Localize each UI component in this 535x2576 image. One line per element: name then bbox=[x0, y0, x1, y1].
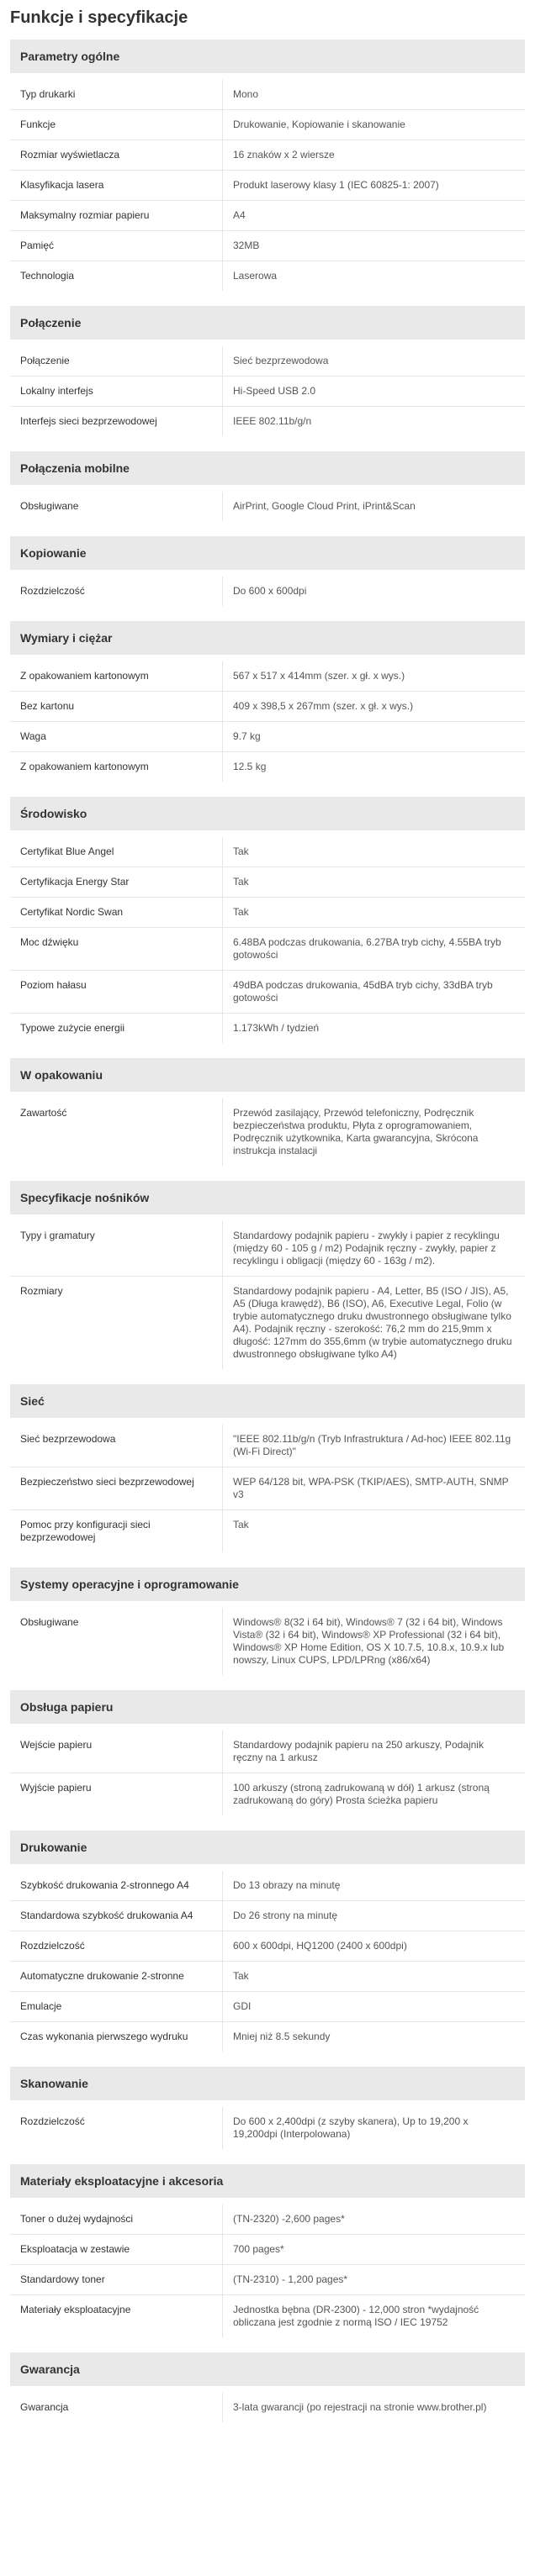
spec-label: Certyfikat Nordic Swan bbox=[20, 906, 124, 918]
spec-value: WEP 64/128 bit, WPA-PSK (TKIP/AES), SMTP-AUTH, SNMP v3 bbox=[222, 1467, 525, 1509]
spec-label: Gwarancja bbox=[20, 2401, 69, 2413]
spec-value: Przewód zasilający, Przewód telefoniczny, Podręcznik bezpieczeństwa produktu, Płyta z oprogramowaniem, Podręcznik użytkownika, Karta gwarancyjna, Skrócona instrukcja instalacji bbox=[222, 1098, 525, 1166]
spec-value: AirPrint, Google Cloud Print, iPrint&Scan bbox=[222, 492, 525, 521]
spec-section bbox=[0, 2352, 535, 2422]
spec-label: Klasyfikacja lasera bbox=[20, 179, 104, 191]
spec-row bbox=[10, 1098, 525, 1166]
spec-row bbox=[10, 2022, 525, 2052]
spec-rows bbox=[10, 80, 525, 291]
spec-label: Rozmiar wyświetlacza bbox=[20, 149, 120, 161]
spec-section bbox=[0, 1690, 535, 1815]
spec-row bbox=[10, 577, 525, 606]
section-header: Specyfikacje nośników bbox=[10, 1181, 525, 1214]
spec-section bbox=[0, 1058, 535, 1166]
spec-row bbox=[10, 2295, 525, 2337]
spec-rows bbox=[10, 2107, 525, 2149]
spec-section bbox=[0, 536, 535, 606]
spec-rows bbox=[10, 661, 525, 782]
spec-value: Mniej niż 8.5 sekundy bbox=[222, 2022, 525, 2052]
spec-label: Rozdzielczość bbox=[20, 1940, 85, 1952]
spec-label: Funkcje bbox=[20, 119, 56, 130]
spec-value: Standardowy podajnik papieru - zwykły i papier z recyklingu (między 60 - 105 g / m2) Podajnik ręczny - zwykły, papier z recyklingu i obligacji (między 60 - 163g / m2). bbox=[222, 1221, 525, 1276]
spec-label: Standardowa szybkość drukowania A4 bbox=[20, 1910, 193, 1921]
section-header: Drukowanie bbox=[10, 1831, 525, 1864]
spec-row bbox=[10, 2107, 525, 2149]
spec-section bbox=[0, 451, 535, 521]
spec-label: Eksploatacja w zestawie bbox=[20, 2243, 130, 2255]
spec-rows bbox=[10, 837, 525, 1043]
section-header: Wymiary i ciężar bbox=[10, 621, 525, 655]
spec-row bbox=[10, 1510, 525, 1552]
spec-label: Obsługiwane bbox=[20, 500, 79, 512]
section-header: Parametry ogólne bbox=[10, 40, 525, 73]
spec-section bbox=[0, 1567, 535, 1675]
spec-label: Wejście papieru bbox=[20, 1739, 93, 1751]
spec-label: Lokalny interfejs bbox=[20, 385, 93, 397]
spec-value: 9.7 kg bbox=[222, 722, 525, 751]
spec-value: Windows® 8(32 i 64 bit), Windows® 7 (32 i 64 bit), Windows Vista® (32 i 64 bit), Windows® XP Professional (32 i 64 bit), Windows® XP Home Edition, OS X 10.7.5, 10.8.x, 10.9.x lub nowszy, Linux CUPS, LPD/LPRng (x86/x64) bbox=[222, 1608, 525, 1675]
spec-rows bbox=[10, 1871, 525, 2052]
spec-label: Technologia bbox=[20, 270, 75, 282]
spec-section bbox=[0, 621, 535, 782]
spec-row bbox=[10, 1277, 525, 1369]
spec-row bbox=[10, 201, 525, 231]
spec-value: 100 arkuszy (stroną zadrukowaną w dół) 1 arkusz (stroną zadrukowaną do góry) Prosta ścieżka papieru bbox=[222, 1773, 525, 1815]
spec-label: Czas wykonania pierwszego wydruku bbox=[20, 2031, 188, 2042]
spec-value: Tak bbox=[222, 898, 525, 927]
spec-row bbox=[10, 1773, 525, 1815]
spec-label: Z opakowaniem kartonowym bbox=[20, 761, 149, 772]
spec-value: 600 x 600dpi, HQ1200 (2400 x 600dpi) bbox=[222, 1931, 525, 1961]
spec-rows bbox=[10, 2205, 525, 2337]
spec-row bbox=[10, 261, 525, 291]
spec-value: Tak bbox=[222, 837, 525, 867]
spec-section bbox=[0, 40, 535, 291]
spec-row bbox=[10, 407, 525, 436]
spec-label: Standardowy toner bbox=[20, 2273, 105, 2285]
spec-value: 16 znaków x 2 wiersze bbox=[222, 140, 525, 170]
spec-value: Do 13 obrazy na minutę bbox=[222, 1871, 525, 1900]
spec-label: Toner o dużej wydajności bbox=[20, 2213, 134, 2225]
spec-label: Typy i gramatury bbox=[20, 1230, 95, 1241]
spec-row bbox=[10, 492, 525, 521]
spec-label: Z opakowaniem kartonowym bbox=[20, 670, 149, 682]
spec-value: GDI bbox=[222, 1992, 525, 2021]
section-header: Połączenia mobilne bbox=[10, 451, 525, 485]
spec-rows bbox=[10, 577, 525, 606]
spec-label: Interfejs sieci bezprzewodowej bbox=[20, 415, 157, 427]
spec-value: 6.48BA podczas drukowania, 6.27BA tryb cichy, 4.55BA tryb gotowości bbox=[222, 928, 525, 970]
spec-label: Rozdzielczość bbox=[20, 2115, 85, 2127]
spec-row bbox=[10, 2205, 525, 2235]
spec-rows bbox=[10, 1425, 525, 1552]
spec-value: Do 600 x 600dpi bbox=[222, 577, 525, 606]
spec-row bbox=[10, 752, 525, 782]
spec-row bbox=[10, 346, 525, 377]
spec-row bbox=[10, 377, 525, 407]
spec-row bbox=[10, 1608, 525, 1675]
spec-label: Emulacje bbox=[20, 2000, 62, 2012]
spec-row bbox=[10, 928, 525, 971]
spec-label: Bez kartonu bbox=[20, 700, 75, 712]
spec-value: 3-lata gwarancji (po rejestracji na stronie www.brother.pl) bbox=[222, 2393, 525, 2422]
spec-value: Tak bbox=[222, 867, 525, 897]
spec-rows bbox=[10, 1608, 525, 1675]
spec-rows bbox=[10, 1731, 525, 1815]
spec-label: Obsługiwane bbox=[20, 1616, 79, 1628]
spec-value: Laserowa bbox=[222, 261, 525, 291]
spec-sections bbox=[0, 40, 535, 2422]
spec-row bbox=[10, 661, 525, 692]
spec-section bbox=[0, 2067, 535, 2149]
spec-value: 12.5 kg bbox=[222, 752, 525, 782]
spec-row bbox=[10, 1962, 525, 1992]
section-header: Skanowanie bbox=[10, 2067, 525, 2100]
spec-value: Tak bbox=[222, 1510, 525, 1552]
spec-value: 49dBA podczas drukowania, 45dBA tryb cichy, 33dBA tryb gotowości bbox=[222, 971, 525, 1013]
spec-rows bbox=[10, 2393, 525, 2422]
spec-section bbox=[0, 306, 535, 436]
spec-label: Rozdzielczość bbox=[20, 585, 85, 597]
spec-row bbox=[10, 867, 525, 898]
spec-label: Połączenie bbox=[20, 355, 70, 366]
spec-value: (TN-2310) - 1,200 pages* bbox=[222, 2265, 525, 2294]
section-header: Sieć bbox=[10, 1384, 525, 1418]
spec-row bbox=[10, 1221, 525, 1277]
spec-rows bbox=[10, 492, 525, 521]
section-header: Środowisko bbox=[10, 797, 525, 830]
spec-label: Certyfikacja Energy Star bbox=[20, 876, 130, 888]
section-header: Systemy operacyjne i oprogramowanie bbox=[10, 1567, 525, 1601]
spec-value: Tak bbox=[222, 1962, 525, 1991]
spec-label: Typ drukarki bbox=[20, 88, 76, 100]
spec-label: Szybkość drukowania 2-stronnego A4 bbox=[20, 1879, 189, 1891]
spec-value: 32MB bbox=[222, 231, 525, 261]
spec-section bbox=[0, 1384, 535, 1552]
spec-value: "IEEE 802.11b/g/n (Tryb Infrastruktura / Ad-hoc) IEEE 802.11g (Wi-Fi Direct)" bbox=[222, 1425, 525, 1467]
spec-row bbox=[10, 898, 525, 928]
spec-label: Sieć bezprzewodowa bbox=[20, 1433, 116, 1445]
spec-value: IEEE 802.11b/g/n bbox=[222, 407, 525, 436]
section-header: Gwarancja bbox=[10, 2352, 525, 2386]
spec-value: Standardowy podajnik papieru na 250 arkuszy, Podajnik ręczny na 1 arkusz bbox=[222, 1731, 525, 1773]
spec-label: Typowe zużycie energii bbox=[20, 1022, 125, 1034]
spec-label: Automatyczne drukowanie 2-stronne bbox=[20, 1970, 184, 1982]
spec-row bbox=[10, 1425, 525, 1467]
spec-row bbox=[10, 722, 525, 752]
spec-row bbox=[10, 1467, 525, 1510]
spec-rows bbox=[10, 1098, 525, 1166]
spec-rows bbox=[10, 1221, 525, 1369]
spec-label: Rozmiary bbox=[20, 1285, 63, 1297]
section-header: Materiały eksploatacyjne i akcesoria bbox=[10, 2164, 525, 2198]
spec-row bbox=[10, 2265, 525, 2295]
spec-label: Zawartość bbox=[20, 1107, 67, 1119]
spec-section bbox=[0, 1831, 535, 2052]
spec-value: Produkt laserowy klasy 1 (IEC 60825-1: 2007) bbox=[222, 171, 525, 200]
spec-value: Sieć bezprzewodowa bbox=[222, 346, 525, 376]
spec-label: Wyjście papieru bbox=[20, 1782, 92, 1794]
spec-section bbox=[0, 797, 535, 1043]
spec-row bbox=[10, 2393, 525, 2422]
spec-label: Pamięć bbox=[20, 240, 55, 251]
spec-row bbox=[10, 1014, 525, 1043]
spec-label: Moc dźwięku bbox=[20, 936, 79, 948]
spec-row bbox=[10, 80, 525, 110]
spec-value: Jednostka bębna (DR-2300) - 12,000 stron *wydajność obliczana jest zgodnie z normą ISO / IEC 19752 bbox=[222, 2295, 525, 2337]
spec-row bbox=[10, 1992, 525, 2022]
spec-label: Poziom hałasu bbox=[20, 979, 87, 991]
spec-label: Materiały eksploatacyjne bbox=[20, 2304, 131, 2315]
section-header: Kopiowanie bbox=[10, 536, 525, 570]
spec-row bbox=[10, 171, 525, 201]
spec-label: Pomoc przy konfiguracji sieci bezprzewodowej bbox=[20, 1519, 151, 1543]
section-header: Obsługa papieru bbox=[10, 1690, 525, 1724]
spec-row bbox=[10, 1731, 525, 1773]
spec-section bbox=[0, 1181, 535, 1369]
spec-row bbox=[10, 110, 525, 140]
spec-value: Drukowanie, Kopiowanie i skanowanie bbox=[222, 110, 525, 140]
page-title: Funkcje i specyfikacje bbox=[10, 8, 188, 27]
spec-label: Certyfikat Blue Angel bbox=[20, 845, 114, 857]
section-header: W opakowaniu bbox=[10, 1058, 525, 1092]
spec-value: Mono bbox=[222, 80, 525, 109]
section-header: Połączenie bbox=[10, 306, 525, 340]
spec-row bbox=[10, 971, 525, 1014]
spec-row bbox=[10, 1931, 525, 1962]
spec-row bbox=[10, 692, 525, 722]
spec-label: Bezpieczeństwo sieci bezprzewodowej bbox=[20, 1476, 194, 1488]
spec-row bbox=[10, 231, 525, 261]
spec-section bbox=[0, 2164, 535, 2337]
spec-value: A4 bbox=[222, 201, 525, 230]
spec-value: 1.173kWh / tydzień bbox=[222, 1014, 525, 1043]
spec-value: Standardowy podajnik papieru - A4, Letter, B5 (ISO / JIS), A5, A5 (Długa krawędź), B6 (ISO), A6, Executive Legal, Folio (w trybie automatycznego druku dwustronnego obsługiwane tylko A4). Podajnik ręczny - szerokość: 76,2 mm do 215,9mm x długość: 127mm do 355,6mm (w trybie automatycznego druku dwustronnego obsługiwane tylko A4) bbox=[222, 1277, 525, 1369]
spec-row bbox=[10, 1871, 525, 1901]
spec-row bbox=[10, 2235, 525, 2265]
spec-value: 567 x 517 x 414mm (szer. x gł. x wys.) bbox=[222, 661, 525, 691]
spec-value: Hi-Speed USB 2.0 bbox=[222, 377, 525, 406]
spec-row bbox=[10, 837, 525, 867]
spec-value: Do 600 x 2,400dpi (z szyby skanera), Up to 19,200 x 19,200dpi (Interpolowana) bbox=[222, 2107, 525, 2149]
spec-row bbox=[10, 1901, 525, 1931]
spec-label: Waga bbox=[20, 730, 46, 742]
spec-value: Do 26 strony na minutę bbox=[222, 1901, 525, 1931]
spec-value: (TN-2320) -2,600 pages* bbox=[222, 2205, 525, 2234]
spec-label: Maksymalny rozmiar papieru bbox=[20, 209, 150, 221]
spec-rows bbox=[10, 346, 525, 436]
spec-row bbox=[10, 140, 525, 171]
spec-value: 409 x 398,5 x 267mm (szer. x gł. x wys.) bbox=[222, 692, 525, 721]
spec-value: 700 pages* bbox=[222, 2235, 525, 2264]
